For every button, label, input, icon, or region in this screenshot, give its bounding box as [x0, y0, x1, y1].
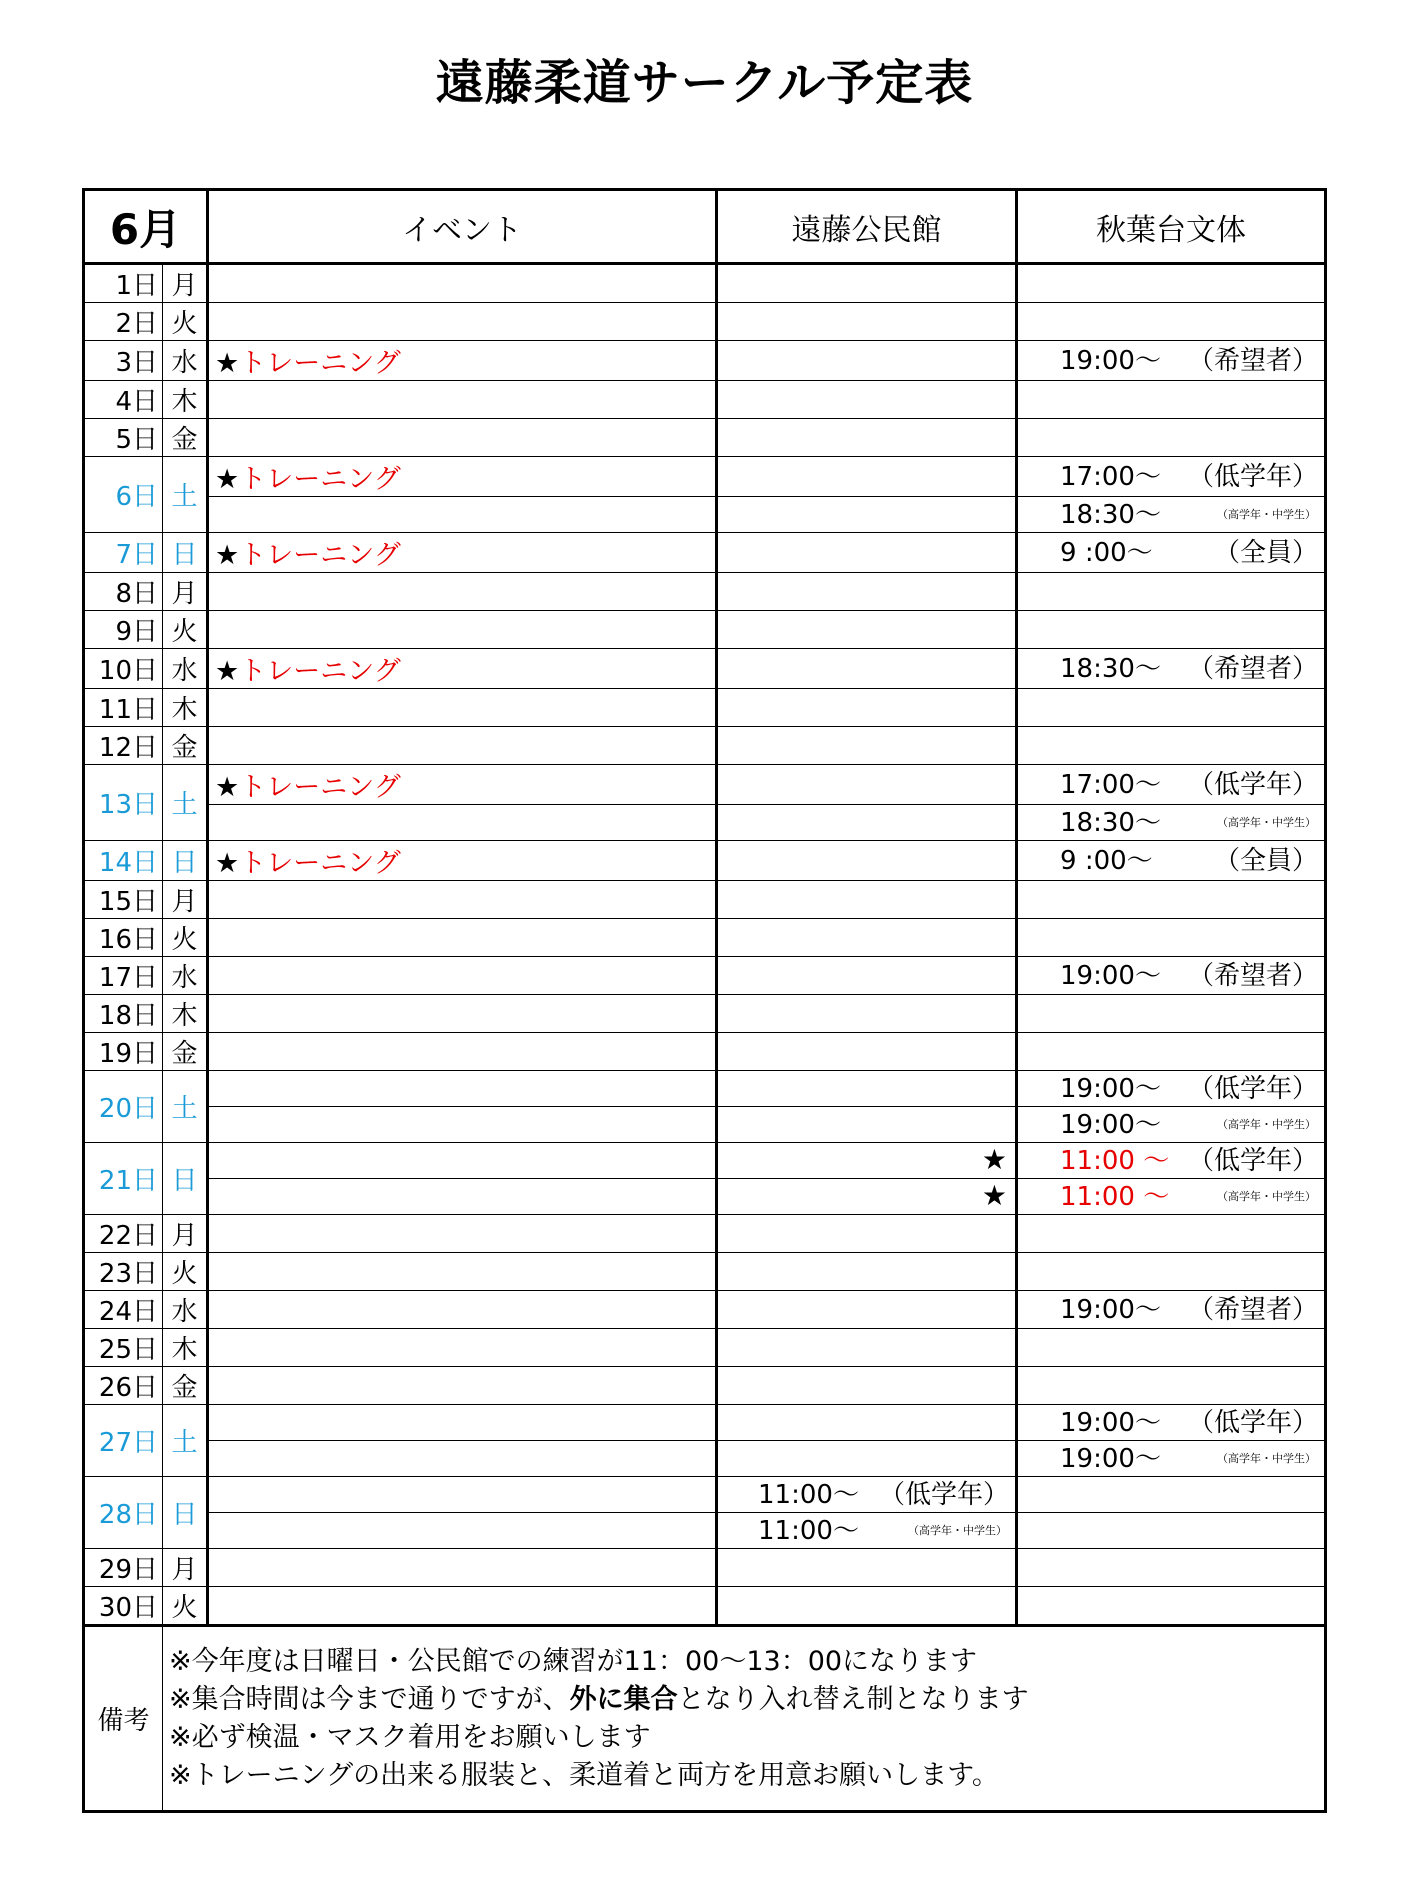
gym-cell: [1017, 419, 1326, 457]
hall-cell: [717, 611, 1017, 649]
day-row: [84, 533, 1326, 573]
header-row: [84, 190, 1326, 264]
gym-time-line: [1018, 1293, 1324, 1327]
day-of-week: 火: [163, 611, 208, 649]
hall-cell: [717, 689, 1017, 727]
gym-cell: [1017, 497, 1326, 533]
event-cell: [208, 805, 717, 841]
gym-note: （希望者）: [1188, 653, 1319, 684]
day-date: 8日: [84, 573, 163, 611]
day-date: 1日: [84, 264, 163, 303]
gym-cell: [1017, 1587, 1326, 1626]
event-cell: [208, 995, 717, 1033]
day-row: [84, 1179, 1326, 1215]
day-of-week: 金: [163, 1367, 208, 1405]
day-of-week: 日: [163, 841, 208, 881]
gym-cell: [1017, 341, 1326, 381]
day-row: [84, 1071, 1326, 1107]
hall-cell: [717, 805, 1017, 841]
day-row: [84, 1215, 1326, 1253]
hall-cell: [717, 1253, 1017, 1291]
event-cell: [208, 1071, 717, 1107]
event-cell: [208, 727, 717, 765]
event-label: トレーニング: [239, 348, 401, 379]
day-of-week: 水: [163, 1291, 208, 1329]
event-cell: [208, 1253, 717, 1291]
gym-time-line: [1018, 460, 1324, 494]
hall-cell: [717, 1513, 1017, 1549]
gym-time-line: [1018, 1108, 1324, 1142]
day-date: 6日: [84, 457, 163, 533]
gym-time: 18:30～: [1060, 653, 1161, 684]
event-cell: [208, 1179, 717, 1215]
day-date: 25日: [84, 1329, 163, 1367]
event-cell: [208, 957, 717, 995]
hall-cell: [717, 1215, 1017, 1253]
gym-time: 11:00 ～: [1060, 1145, 1170, 1176]
star-icon: ★: [215, 772, 240, 803]
day-row: [84, 419, 1326, 457]
gym-column-header: 秋葉台文体: [1017, 190, 1326, 264]
hall-cell: [717, 1587, 1017, 1626]
day-date: 24日: [84, 1291, 163, 1329]
hall-cell: [717, 1329, 1017, 1367]
gym-cell: [1017, 727, 1326, 765]
star-icon: ★: [215, 540, 240, 571]
gym-cell: [1017, 1291, 1326, 1329]
event-cell: [208, 1329, 717, 1367]
gym-note: （希望者）: [1188, 1294, 1319, 1325]
remark-text: ※集合時間は今まで通りですが、: [169, 1683, 570, 1715]
day-date: 30日: [84, 1587, 163, 1626]
hall-cell: [717, 1033, 1017, 1071]
event-cell: [208, 419, 717, 457]
hall-time: 11:00～: [758, 1515, 859, 1546]
day-date: 18日: [84, 995, 163, 1033]
hall-cell: [717, 419, 1017, 457]
event-cell: [208, 1215, 717, 1253]
event-cell: [208, 881, 717, 919]
day-row: [84, 765, 1326, 805]
gym-cell: [1017, 1367, 1326, 1405]
gym-cell: [1017, 1033, 1326, 1071]
day-row: [84, 1107, 1326, 1143]
day-row: [84, 1513, 1326, 1549]
hall-cell: [717, 1441, 1017, 1477]
event-cell: [208, 765, 717, 805]
gym-time: 17:00～: [1060, 461, 1161, 492]
hall-cell: [717, 1477, 1017, 1513]
day-of-week: 日: [163, 1477, 208, 1549]
day-date: 21日: [84, 1143, 163, 1215]
day-date: 4日: [84, 381, 163, 419]
gym-note: （低学年）: [1188, 461, 1319, 492]
page-title: 遠藤柔道サークル予定表: [435, 55, 974, 111]
gym-note: （高学年・中学生）: [1217, 1451, 1317, 1465]
day-of-week: 火: [163, 303, 208, 341]
day-row: [84, 1291, 1326, 1329]
gym-time-line: [1018, 1144, 1324, 1178]
day-row: [84, 573, 1326, 611]
gym-note: （高学年・中学生）: [1217, 1189, 1317, 1203]
day-of-week: 土: [163, 1405, 208, 1477]
day-row: [84, 1367, 1326, 1405]
remarks-row: [84, 1626, 1326, 1812]
hall-cell: [717, 727, 1017, 765]
gym-cell: [1017, 805, 1326, 841]
gym-note: （全員）: [1214, 537, 1319, 568]
day-of-week: 金: [163, 1033, 208, 1071]
event-label: トレーニング: [239, 656, 401, 687]
star-icon: ★: [215, 464, 240, 495]
day-of-week: 木: [163, 1329, 208, 1367]
gym-time-line: [1018, 959, 1324, 993]
day-date: 22日: [84, 1215, 163, 1253]
hall-cell: [717, 841, 1017, 881]
gym-time: 19:00～: [1060, 1407, 1161, 1438]
gym-cell: [1017, 1477, 1326, 1513]
day-date: 14日: [84, 841, 163, 881]
day-date: 19日: [84, 1033, 163, 1071]
day-row: [84, 841, 1326, 881]
gym-time: 19:00～: [1060, 1294, 1161, 1325]
hall-cell: [717, 264, 1017, 303]
event-cell: [208, 919, 717, 957]
day-date: 9日: [84, 611, 163, 649]
hall-note: （低学年）: [879, 1479, 1010, 1510]
event-cell: [208, 1513, 717, 1549]
day-row: [84, 497, 1326, 533]
gym-time-line: [1018, 1442, 1324, 1476]
hall-cell: [717, 457, 1017, 497]
day-date: 2日: [84, 303, 163, 341]
gym-note: （希望者）: [1188, 960, 1319, 991]
day-row: [84, 1329, 1326, 1367]
day-date: 7日: [84, 533, 163, 573]
gym-cell: [1017, 303, 1326, 341]
hall-cell: [717, 533, 1017, 573]
hall-cell: [717, 881, 1017, 919]
day-row: [84, 264, 1326, 303]
gym-time-line: [1018, 536, 1324, 570]
event-cell: [208, 341, 717, 381]
day-date: 23日: [84, 1253, 163, 1291]
gym-cell: [1017, 1107, 1326, 1143]
day-date: 29日: [84, 1549, 163, 1587]
day-row: [84, 1405, 1326, 1441]
hall-column-header: 遠藤公民館: [717, 190, 1017, 264]
event-cell: [208, 1441, 717, 1477]
day-date: 17日: [84, 957, 163, 995]
day-row: [84, 1549, 1326, 1587]
event-cell: [208, 1405, 717, 1441]
gym-cell: [1017, 1513, 1326, 1549]
event-cell: [208, 264, 717, 303]
gym-cell: [1017, 1071, 1326, 1107]
hall-cell: [717, 957, 1017, 995]
hall-cell: [717, 497, 1017, 533]
gym-cell: [1017, 1405, 1326, 1441]
gym-cell: [1017, 881, 1326, 919]
day-row: [84, 1441, 1326, 1477]
event-label: トレーニング: [239, 848, 401, 879]
hall-cell: [717, 1107, 1017, 1143]
gym-time: 9 :00～: [1060, 845, 1153, 876]
schedule-body: [84, 190, 1326, 1812]
day-date: 10日: [84, 649, 163, 689]
day-of-week: 月: [163, 264, 208, 303]
month-label: 6月: [84, 190, 208, 264]
day-of-week: 火: [163, 1587, 208, 1626]
hall-cell: [717, 1549, 1017, 1587]
event-cell: [208, 841, 717, 881]
gym-time-line: [1018, 1406, 1324, 1440]
remark-line: ※今年度は日曜日・公民館での練習が11：00～13：00になります: [169, 1645, 978, 1677]
hall-cell: [717, 1143, 1017, 1179]
gym-cell: [1017, 264, 1326, 303]
event-cell: [208, 303, 717, 341]
remark-bold-text: 外に集合: [569, 1683, 678, 1715]
event-cell: [208, 1033, 717, 1071]
day-date: 3日: [84, 341, 163, 381]
gym-time: 19:00～: [1060, 1073, 1161, 1104]
remark-text: となり入れ替え制となります: [677, 1683, 1029, 1715]
event-cell: [208, 1291, 717, 1329]
day-of-week: 水: [163, 341, 208, 381]
gym-note: （高学年・中学生）: [1217, 1117, 1317, 1131]
hall-cell: [717, 1291, 1017, 1329]
gym-note: （全員）: [1214, 845, 1319, 876]
gym-cell: [1017, 1253, 1326, 1291]
event-cell: [208, 533, 717, 573]
day-date: 16日: [84, 919, 163, 957]
event-cell: [208, 1587, 717, 1626]
hall-note: （高学年・中学生）: [908, 1523, 1008, 1537]
gym-time: 19:00～: [1060, 345, 1161, 376]
day-row: [84, 1587, 1326, 1626]
gym-time: 18:30～: [1060, 499, 1161, 530]
day-row: [84, 649, 1326, 689]
day-of-week: 土: [163, 765, 208, 841]
event-cell: [208, 611, 717, 649]
gym-time-line: [1018, 652, 1324, 686]
day-of-week: 日: [163, 533, 208, 573]
gym-cell: [1017, 1329, 1326, 1367]
day-row: [84, 611, 1326, 649]
gym-cell: [1017, 573, 1326, 611]
event-cell: [208, 573, 717, 611]
day-date: 13日: [84, 765, 163, 841]
day-row: [84, 457, 1326, 497]
day-of-week: 月: [163, 573, 208, 611]
star-icon: ★: [215, 348, 240, 379]
hall-cell: [717, 341, 1017, 381]
remarks-text: [163, 1626, 1326, 1812]
day-row: [84, 341, 1326, 381]
gym-note: （低学年）: [1188, 769, 1319, 800]
gym-note: （低学年）: [1188, 1407, 1319, 1438]
hall-cell: [717, 1405, 1017, 1441]
gym-cell: [1017, 841, 1326, 881]
gym-time: 9 :00～: [1060, 537, 1153, 568]
day-of-week: 月: [163, 1215, 208, 1253]
gym-time: 18:30～: [1060, 807, 1161, 838]
event-cell: [208, 457, 717, 497]
day-date: 11日: [84, 689, 163, 727]
gym-cell: [1017, 995, 1326, 1033]
gym-cell: [1017, 381, 1326, 419]
hall-time-line: [718, 1514, 1015, 1548]
day-row: [84, 805, 1326, 841]
event-cell: [208, 1107, 717, 1143]
hall-cell: [717, 381, 1017, 419]
day-of-week: 水: [163, 649, 208, 689]
gym-cell: [1017, 1143, 1326, 1179]
hall-cell: [717, 765, 1017, 805]
day-row: [84, 957, 1326, 995]
day-of-week: 木: [163, 995, 208, 1033]
event-label: トレーニング: [239, 464, 401, 495]
day-date: 5日: [84, 419, 163, 457]
day-of-week: 月: [163, 1549, 208, 1587]
day-of-week: 火: [163, 1253, 208, 1291]
gym-cell: [1017, 1549, 1326, 1587]
day-row: [84, 1477, 1326, 1513]
event-cell: [208, 497, 717, 533]
hall-cell: [717, 919, 1017, 957]
event-cell: [208, 689, 717, 727]
day-row: [84, 881, 1326, 919]
remark-line: [169, 1681, 1318, 1719]
gym-time: 19:00～: [1060, 960, 1161, 991]
schedule-table: [82, 188, 1327, 1813]
gym-note: （低学年）: [1188, 1145, 1319, 1176]
day-row: [84, 1143, 1326, 1179]
gym-cell: [1017, 1441, 1326, 1477]
gym-time: 19:00～: [1060, 1443, 1161, 1474]
event-cell: [208, 1367, 717, 1405]
event-cell: [208, 1477, 717, 1513]
day-row: [84, 381, 1326, 419]
gym-note: （高学年・中学生）: [1217, 815, 1317, 829]
event-cell: [208, 649, 717, 689]
gym-time: 19:00～: [1060, 1109, 1161, 1140]
day-of-week: 土: [163, 1071, 208, 1143]
star-icon: ★: [981, 1179, 1008, 1212]
star-icon: ★: [215, 848, 240, 879]
gym-cell: [1017, 919, 1326, 957]
day-row: [84, 919, 1326, 957]
gym-time: 17:00～: [1060, 769, 1161, 800]
gym-time-line: [1018, 1180, 1324, 1214]
gym-cell: [1017, 611, 1326, 649]
day-row: [84, 1033, 1326, 1071]
gym-time-line: [1018, 1072, 1324, 1106]
hall-time: 11:00～: [758, 1479, 859, 1510]
day-row: [84, 303, 1326, 341]
day-row: [84, 1253, 1326, 1291]
day-of-week: 木: [163, 381, 208, 419]
day-date: 28日: [84, 1477, 163, 1549]
event-label: トレーニング: [239, 772, 401, 803]
day-of-week: 土: [163, 457, 208, 533]
day-of-week: 木: [163, 689, 208, 727]
gym-cell: [1017, 957, 1326, 995]
gym-cell: [1017, 765, 1326, 805]
event-label: トレーニング: [239, 540, 401, 571]
gym-time-line: [1018, 806, 1324, 840]
gym-cell: [1017, 457, 1326, 497]
gym-time: 11:00 ～: [1060, 1181, 1170, 1212]
gym-cell: [1017, 1179, 1326, 1215]
gym-cell: [1017, 533, 1326, 573]
event-cell: [208, 1143, 717, 1179]
day-of-week: 火: [163, 919, 208, 957]
event-column-header: イベント: [208, 190, 717, 264]
gym-cell: [1017, 649, 1326, 689]
day-of-week: 水: [163, 957, 208, 995]
event-cell: [208, 1549, 717, 1587]
hall-time-line: [718, 1478, 1015, 1512]
gym-cell: [1017, 689, 1326, 727]
gym-time-line: [1018, 344, 1324, 378]
day-date: 26日: [84, 1367, 163, 1405]
gym-time-line: [1018, 498, 1324, 532]
gym-time-line: [1018, 768, 1324, 802]
day-date: 15日: [84, 881, 163, 919]
hall-cell: [717, 995, 1017, 1033]
day-date: 12日: [84, 727, 163, 765]
hall-cell: [717, 573, 1017, 611]
gym-note: （低学年）: [1188, 1073, 1319, 1104]
day-date: 27日: [84, 1405, 163, 1477]
hall-cell: [717, 649, 1017, 689]
event-cell: [208, 381, 717, 419]
gym-note: （高学年・中学生）: [1217, 507, 1317, 521]
day-row: [84, 995, 1326, 1033]
day-of-week: 金: [163, 419, 208, 457]
day-date: 20日: [84, 1071, 163, 1143]
remarks-label: 備考: [84, 1626, 163, 1812]
remark-line: ※トレーニングの出来る服装と、柔道着と両方を用意お願いします。: [169, 1759, 999, 1791]
day-of-week: 月: [163, 881, 208, 919]
remark-line: ※必ず検温・マスク着用をお願いします: [169, 1721, 651, 1753]
day-row: [84, 727, 1326, 765]
hall-cell: [717, 1367, 1017, 1405]
star-icon: ★: [981, 1143, 1008, 1176]
day-of-week: 金: [163, 727, 208, 765]
star-icon: ★: [215, 656, 240, 687]
hall-cell: [717, 1179, 1017, 1215]
gym-note: （希望者）: [1188, 345, 1319, 376]
gym-time-line: [1018, 844, 1324, 878]
gym-cell: [1017, 1215, 1326, 1253]
day-row: [84, 689, 1326, 727]
hall-cell: [717, 1071, 1017, 1107]
day-of-week: 日: [163, 1143, 208, 1215]
hall-cell: [717, 303, 1017, 341]
